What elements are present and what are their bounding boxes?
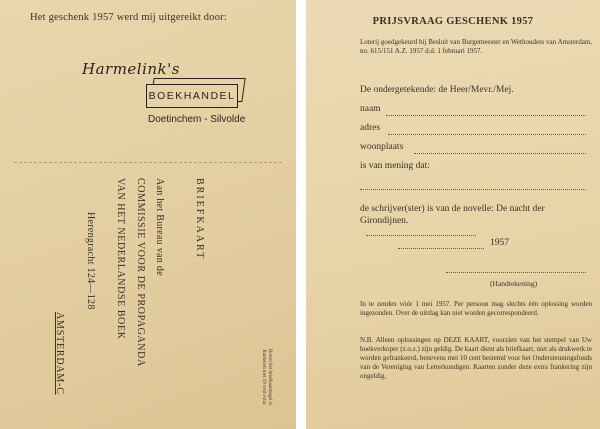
postcard-back [0,0,296,429]
address-line-3: VAN HET NEDERLANDSE BOEK [115,178,126,340]
signature-label: (Handtekening) [490,279,538,288]
address-label: adres [360,123,381,133]
lottery-approval-text: Loterij goedgekeurd bij Besluit van Burgemeester en Wethouders van Amsterdam, no. 615/151 A.Z. 1957 d.d. 1 februari 1957. [360,38,592,55]
form-title: PRIJSVRAAG GESCHENK 1957 [372,16,534,27]
opinion-label: is van mening dat: [360,161,430,171]
city-field[interactable] [414,153,586,154]
opinion-field[interactable] [360,189,586,190]
city-label: woonplaats [360,142,404,152]
logo-city: Doetinchem - Silvolde [148,114,246,125]
name-field[interactable] [386,115,586,116]
address-line-1: Aan het Bureau van de [154,178,165,276]
writer-field[interactable] [366,235,476,236]
fold-divider [14,162,282,163]
address-field[interactable] [388,134,586,135]
logo-box: BOEKHANDEL [146,84,238,108]
address-line-2: COMMISSIE VOOR DE PROPAGANDA [135,178,146,367]
date-year: 1957 [490,238,509,248]
briefkaart-label: BRIEFKAART [194,178,205,261]
stamp-note: Boven het briefkaartzegel is frankeren met 10 cent extra [261,348,272,406]
gift-header: Het geschenk 1957 werd mij uitgereikt door: [30,12,227,23]
signature-field[interactable] [446,272,586,273]
bookshop-logo [78,58,278,138]
writer-statement: de schrijver(ster) is van de novelle: De nacht der Girondijnen. [360,204,545,226]
logo-script-text: Harmelink's [82,60,180,78]
address-line-5: AMSTERDAM-C [54,312,65,395]
address-line-4: Herengracht 124—128 [85,212,96,310]
signatory-intro: De ondergetekende: de Heer/Mevr./Mej. [360,85,514,95]
date-field[interactable] [398,248,484,249]
nb-notice: N.B. Alleen oplossingen op DEZE KAART, voorzien van het stempel van Uw boekverkoper (z.o.z.) zijn geldig. De kaart dient als briefkaart, niet als drukwerk te worden gefrankeerd, benevens met 10 cent bestemd voor het Ondersteuningsfonds van de Vereniging van Letterkundigen. Kaarten zonder deze extra frankering zijn ongeldig. [360,336,592,380]
name-label: naam [360,104,381,114]
contest-form-card [306,0,600,429]
submission-notice: In te zenden vóór 1 mei 1957. Per persoon mag slechts één oplossing worden ingezonden. Over de uitslag kan niet worden gecorrespondeerd. [360,300,592,317]
